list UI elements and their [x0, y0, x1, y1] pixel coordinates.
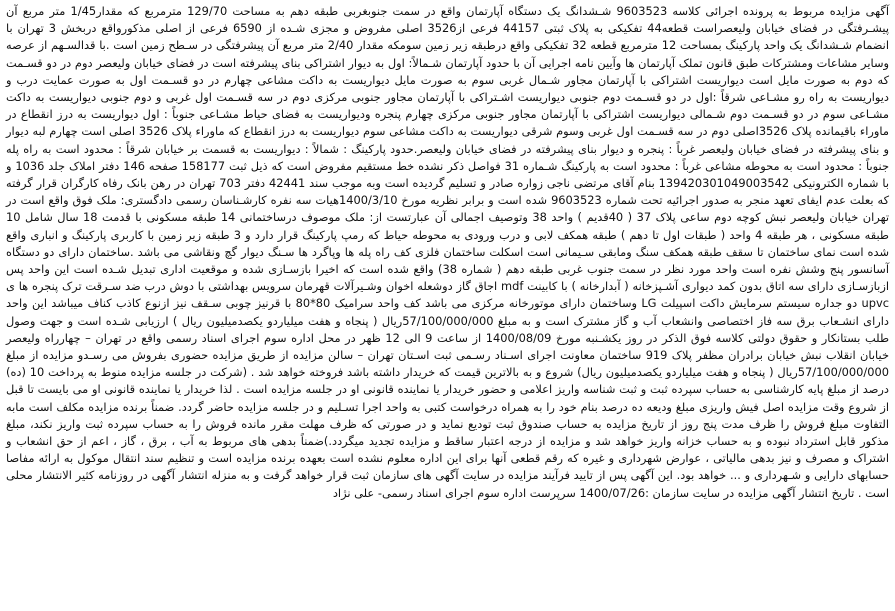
auction-notice-text: آگهی مزایده مربوط به پرونده اجرائی کلاسه 9603523 شـشدانگ یک دستگاه آپارتمان واقع در سمت جنوبغربی طبقه دهم به مساحت 129/70 مترمربع که مقدار1/45 متر مربع آن پیشـرفتگی در فضای خیابان ولیعصراست قطعه44 تفکیکی به پلاک ثبتی 44157 فرعی از3526 اصلی مفروض و مجزی شـده از 6590 فرعی از اصلی مذکورواقع دربخش 3 تهران با انضمام شـشدانگ یک واحد پارکینگ بمساحت 12 مترمربع قطعه 32 تفکیکی واقع درطبقه زیر زمین سومکه مقدار 2/40 متر مربع آن پیشرفتگی در سـطح زمین است .با قدالسـهم از عرصه وسایر مشاعات ومشترکات طبق قانون تملک آپارتمان ها وآیین نامه اجرایی آن با حدود آپارتمان شـمالاً: اول به دیوار اشتراکی بنای پیشرفته است در فضای خیابان ولیعصر دوم در دو قسـمت که دوم به صورت مایل است دیواریست اشتراکی با آپارتمان مجاور شـمال غربی سوم به صورت مایل دیواریست به داکت مشاعی چهارم در دو قسـمت اول به صورت عمایت درب و دیواریست به راه رو مشـاعی شرقاً :اول در دو قسـمت دوم جنوبی دیواریست اشـتراکی با آپارتمان مجاور جنوبی مرکزی دوم در سه قسـمت اول غربی و دوم جنوبی دیواریست به داکت مشـاعی سوم در دو قسـمت دوم شـمالی دیواریست اشتراکی با آپارتمان مجاور جنوبی مرکزی چهارم پنجره ودیواریست به فضای حیاط مشـاعی جنوباً : اول دیواریست به درز انقطاع در ماوراء باقیمانده پلاک 3526اصلی دوم در سه قسـمت اول غربی وسوم شرقی دیواریست به داکت مشاعی سوم دیواریست به درز انقطاع که ماوراء پلاک 3526 اصلی است چهارم لبه دیوار و بنای پیشرفته در فضای خیابان ولیعصر غرباً : پنجره و دیوار بنای پیشرفته در فضای خیابان ولیعصر.حدود پارکینگ : شمالاً : دیواریست به قسمت بر خیابان شرقاً : محدود است به راه پله جنوباً : محدود است به محوطه مشاعی غرباً : محدود است به پارکینگ شـماره 31 فواصل ذکر نشده خط مستقیم مفروض است که ذیل ثبت 158177 صفحه 146 دفتر املاک جلد 1036 و با شماره الکترونیکی 139420301049003542 بنام آقای مرتضی ناجی زواره صادر و تسلیم گردیده است وبه موجب سند 42441 دفتر 703 تهران در رهن بانک رفاه کارگران قرار گرفته که بعلت عدم ایفای تعهد منجر به صدور اجرائیه تحت شماره 9603523 شده است و برابر نظریه مورخ 1400/3/10هیات سه نفره کارشـناسان رسمی دادگستری: ملک فوق واقع است در تهران خیابان ولیعصر نبش کوچه دوم ساعی پلاک 37 ( 40قدیم ) واحد 38 وتوصیف اجمالی آن عبارتست از: ملک موصوف درساختمانی 14 طبقه مسکونی با قدمت 18 سال شامل 10 طبقه مسکونی ، هر طبقه 4 واحد ( طبقات اول تا دهم ) طبقه همکف لابی و درب ورودی به محوطه حیاط که رمپ پارکینگ قرار دارد و 3 طبقه زیر زمین با کاربری پارکینگ و انباری واقع شده است نمای ساختمان تا سقف طبقه همکف سنگ ومابقی سـیمانی است اسکلت ساختمان فلزی کف راه پله ها وپاگرد ها سـنگ دیوار گچ ونقاشی می باشد .ساختمان دارای دو دستگاه آسانسور پنج وشش نفره است واحد مورد نظر در سمت جنوب غربی طبقه دهم ( شماره 38) واقع شده است که اخیرا بازسـازی شده و موقعیت اداری تبدیل شـده است این واحد پس ازبازسـازی دارای سه اتاق بدون کمد دیواری آشـپزخانه ( آبدارخانه ) با کابینت mdf اجاق گاز دوشعله اخوان وشـیرآلات قهرمان سرویس بهداشتی با دوش درب ضد سـرقت ترک پنجره ها ی upvc دو جداره سیستم سرمایش داکت اسپیلت LG وساختمان دارای موتورخانه مرکزی می باشد کف واحد سرامیک 80*80 با قرنیز چوبی سـقف نیز ازنوع کاذب کناف میباشد این واحد دارای انشـعاب برق سه فاز اختصاصی وانشعاب آب و گاز مشترک است و به مبلغ 57/100/000/000ریال ( پنجاه و هفت میلیاردو یکصدمیلیون ریال ) ارزیابی شـده است و جهت وصول طلب بستانکار و حقوق دولتی کلاسه فوق الذکر در روز یکشـنبه مورخ 1400/08/09 از ساعت 9 الی 12 ظهر در محل اداره سوم اجرای اسناد رسمی واقع در تهران – چهارراه ولیعصر خیابان انقلاب نبش خیابان برادران مظفر پلاک 919 ساختمان معاونت اجرای اسـناد رسـمی ثبت اسـتان تهران – سالن مزایده از طریق مزایده حضوری بفروش می رسـدو مزایده از مبلغ 57/100/000/000ریال ( پنجاه و هفت میلیاردو یکصدمیلیون ریال) شروع و به بالاترین قیمت که خریدار داشته باشد فروخته خواهد شد . (شرکت در جلسه مزایده منوط به پرداخت 10 (ده) درصد از مبلغ پایه کارشناسی به حساب سپرده ثبت و ثبت شناسه واریز اعلامی و حضور خریدار یا نماینده قانونی او در جلسه مزایده است . لذا خریدار یا نماینده قانونی او می بایست تا قبل از شروع وقت مزایده اصل فیش واریزی مبلغ ودیعه ده درصد بنام خود را به همراه درخواست کتبی به واحد اجرا تسـلیم و در جلسه مزایده حاضر گردد. ضمناً برنده مزایده مکلف است مابه التفاوت مبلغ فروش را ظرف مدت پنج روز از تاریخ مزایده به حساب صندوق ثبت تودیع نماید و در صورتی که ظرف مهلت مقرر مانده فروش را به حساب سپرده ثبت واریز نکند، مبلغ مذکور قابل استرداد نبوده و به حساب خزانه واریز خواهد شد و مزایده از درجه اعتبار ساقط و مزایده تجدید میگردد.)ضمناً بدهی های مربوط به آب ، برق ، گاز ، اعم از حق انشعاب و اشتراک و مصرف و نیز بدهی مالیاتی ، عوارض شهرداری و غیره که رقم قطعی آنها برای این اداره معلوم نشده است بعهده برنده مزایده است و تنظیم سند انتقال موکول به ارائه مفاصا حسابهای دارایی و شـهرداری و ... خواهد بود. این آگهی پس از تایید فرآیند مزایده در سایت آگهی های سازمان ثبت قرار خواهد گرفت و به منزله انتشار آگهی در روزنامه کثیر الانتشار محلی است . تاریخ انتشار آگهی مزایده در سایت سازمان :1400/07/26 سرپرست اداره سوم اجرای اسناد رسمی- علی نژاد: [6, 4, 890, 500]
